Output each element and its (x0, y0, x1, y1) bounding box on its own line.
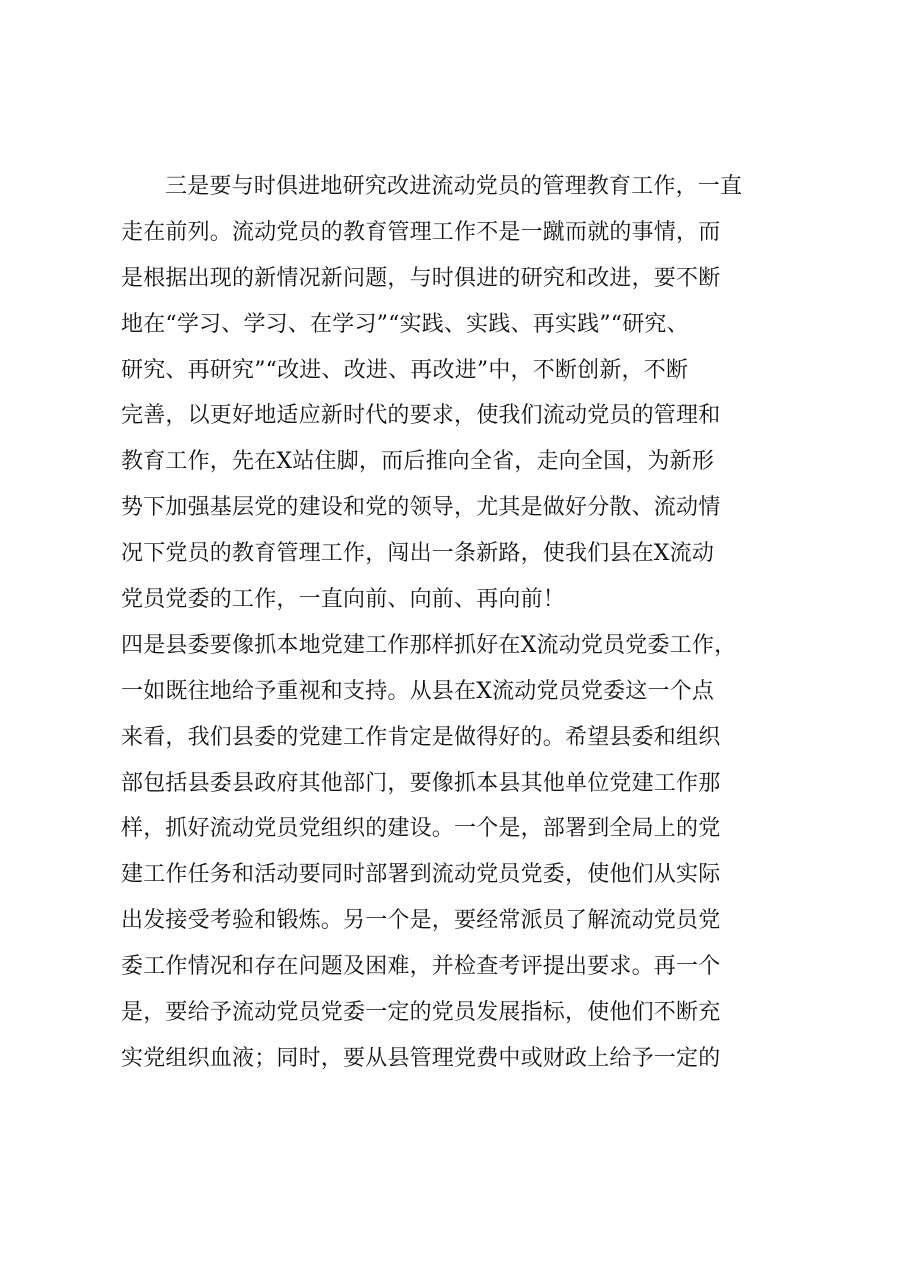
text-line: 研究、再研究”“改进、改进、再改进”中，不断创新，不断 (121, 357, 689, 383)
text-line: 四是县委要像抓本地党建工作那样抓好在X流动党员党委工作， (121, 632, 737, 658)
text-line: 走在前列。流动党员的教育管理工作不是一蹴而就的事情，而 (121, 219, 721, 245)
text-line: 一如既往地给予重视和支持。从县在X流动党员党委这一个点 (121, 678, 715, 704)
paragraph-2 (121, 623, 821, 1082)
text-line: 三是要与时俱进地研究改进流动党员的管理教育工作，一直 (165, 174, 743, 199)
text-line: 部包括县委县政府其他部门，要像抓本县其他单位党建工作那 (121, 770, 721, 796)
text-line: 况下党员的教育管理工作，闯出一条新路，使我们县在X流动 (121, 541, 715, 567)
text-line: 党员党委的工作，一直向前、向前、再向前！ (121, 587, 566, 613)
text-line: 实党组织血液；同时，要从县管理党费中或财政上给予一定的 (121, 1045, 721, 1071)
text-line: 来看，我们县委的党建工作肯定是做得好的。希望县委和组织 (121, 724, 721, 750)
text-line: 完善，以更好地适应新时代的要求，使我们流动党员的管理和 (121, 403, 721, 429)
paragraph-1 (121, 164, 821, 623)
text-line: 势下加强基层党的建设和党的领导，尤其是做好分散、流动情 (121, 495, 721, 521)
text-line: 出发接受考验和锻炼。另一个是，要经常派员了解流动党员党 (121, 908, 721, 934)
text-line: 教育工作，先在X站住脚，而后推向全省，走向全国，为新形 (121, 449, 715, 475)
text-line: 建工作任务和活动要同时部署到流动党员党委，使他们从实际 (121, 862, 721, 888)
document-body (121, 164, 821, 1082)
text-line: 是根据出现的新情况新问题，与时俱进的研究和改进，要不断 (121, 265, 721, 291)
text-line: 样，抓好流动党员党组织的建设。一个是，部署到全局上的党 (121, 816, 721, 842)
text-line: 地在“学习、学习、在学习”“实践、实践、再实践”“研究、 (121, 311, 689, 337)
text-line: 委工作情况和存在问题及困难，并检查考评提出要求。再一个 (121, 954, 721, 980)
text-line: 是，要给予流动党员党委一定的党员发展指标，使他们不断充 (121, 1000, 721, 1026)
